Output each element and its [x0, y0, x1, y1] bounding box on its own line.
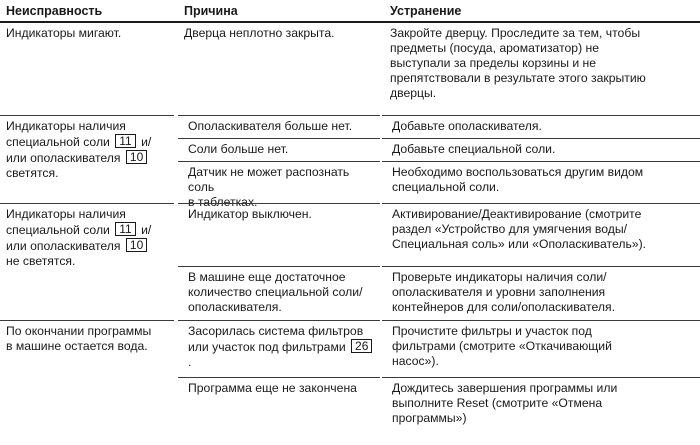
- table-cell-text: или участок под фильтрами: [188, 340, 346, 354]
- header-remedy: Устранение: [390, 4, 462, 18]
- table-cell-text: [6, 134, 170, 150]
- table-cell-text: Дверца неплотно закрыта.: [184, 26, 335, 40]
- table-cell-text: ополаскивателя.: [188, 300, 282, 314]
- table-cell-text: Прочистите фильтры и участок под: [392, 324, 592, 338]
- table-cell-text: препятствовали в результате этого закрытию: [390, 71, 646, 85]
- remedy-cell: [382, 203, 700, 266]
- table-cell-text: или ополаскивателя: [6, 239, 121, 253]
- fault-cell: [0, 115, 174, 203]
- table-cell-text: [188, 339, 376, 370]
- table-cell-text: раздел «Устройство для умягчения воды/: [392, 222, 627, 236]
- fault-cell: [0, 203, 174, 320]
- cause-cell: [178, 161, 380, 209]
- table-cell-text: программы»): [392, 411, 467, 425]
- table-cell-text: Добавьте ополаскивателя.: [392, 119, 542, 133]
- cause-cell: [178, 203, 380, 266]
- cause-cell: [178, 115, 380, 138]
- table-cell-text: дверцы.: [390, 86, 437, 100]
- table-cell-text: светятся.: [6, 166, 59, 180]
- header-fault: Неисправность: [6, 4, 103, 18]
- table-cell-text: Индикатор выключен.: [188, 207, 312, 221]
- remedy-cell: [382, 266, 700, 320]
- table-cell-text: контейнеров для соли/ополаскивателя.: [392, 300, 615, 314]
- table-cell-text: Соли больше нет.: [188, 142, 289, 156]
- table-cell-text: количество специальной соли/: [188, 285, 363, 299]
- remedy-cell: [382, 320, 700, 377]
- table-cell-text: Датчик не может распознать соль: [188, 165, 350, 194]
- table-cell-text: Закройте дверцу. Проследите за тем, чтобы: [390, 26, 641, 40]
- table-cell-text: Активирование/Деактивирование (смотрите: [392, 207, 642, 221]
- table-cell-text: или ополаскивателя: [6, 151, 121, 165]
- cause-cell: [174, 23, 380, 115]
- table-cell-text: [6, 150, 170, 166]
- table-cell-text: фильтрами (смотрите «Откачивающий: [392, 339, 612, 353]
- table-cell-text: Специальная соль» или «Ополаскиватель»).: [392, 237, 647, 251]
- cause-cell: [178, 138, 380, 161]
- table-cell-text: предметы (посуда, ароматизатор) не: [390, 41, 600, 55]
- table-cell-text: Индикаторы наличия: [6, 119, 126, 133]
- table-cell-text: специальной соли: [6, 135, 110, 149]
- table-cell-text: [6, 238, 170, 254]
- remedy-cell: [382, 115, 700, 138]
- remedy-cell: [382, 161, 700, 203]
- header-cause: Причина: [184, 4, 238, 18]
- table-cell-text: Программа еще не закончена: [188, 381, 357, 395]
- table-cell-text: в таблетках.: [188, 195, 258, 209]
- table-cell-text: специальной соли: [6, 223, 110, 237]
- table-cell-text: Проверьте индикаторы наличия соли/: [392, 270, 607, 284]
- table-cell-text: специальной соли.: [392, 180, 500, 194]
- cause-cell: [178, 266, 380, 320]
- table-cell-text: и/: [141, 223, 152, 237]
- reference-number: 11: [115, 222, 135, 236]
- table-cell-text: Индикаторы наличия: [6, 207, 126, 221]
- remedy-cell: [382, 377, 700, 435]
- cause-cell: [178, 320, 380, 377]
- table-cell-text: выполните Reset (смотрите «Отмена: [392, 396, 603, 410]
- table-cell-text: В машине еще достаточное: [188, 270, 346, 284]
- table-cell-text: Индикаторы мигают.: [6, 26, 122, 40]
- table-cell-text: [6, 222, 170, 238]
- reference-number: 26: [351, 339, 372, 353]
- table-cell-text: Засорилась система фильтров: [188, 324, 364, 338]
- table-cell-text: По окончании программы: [6, 324, 152, 338]
- table-cell-text: выступали за пределы корзины и не: [390, 56, 597, 70]
- cause-cell: [178, 377, 380, 435]
- table-cell-text: Добавьте специальной соли.: [392, 142, 556, 156]
- table-cell-text: ополаскивателя и уровни заполнения: [392, 285, 606, 299]
- table-cell-text: в машине остается вода.: [6, 339, 148, 353]
- table-cell-text: Ополаскивателя больше нет.: [188, 119, 353, 133]
- remedy-cell: [382, 138, 700, 161]
- table-cell-text: не светятся.: [6, 254, 76, 268]
- table-cell-text: .: [188, 355, 192, 369]
- table-cell-text: Дождитесь завершения программы или: [392, 381, 618, 395]
- reference-number: 11: [115, 134, 135, 148]
- remedy-cell: [380, 23, 700, 115]
- reference-number: 10: [126, 238, 147, 252]
- table-cell-text: и/: [141, 135, 152, 149]
- fault-cell: [0, 23, 174, 115]
- table-cell-text: Необходимо воспользоваться другим видом: [392, 165, 644, 179]
- fault-cell: [0, 320, 174, 435]
- table-cell-text: насос»).: [392, 354, 439, 368]
- reference-number: 10: [126, 150, 147, 164]
